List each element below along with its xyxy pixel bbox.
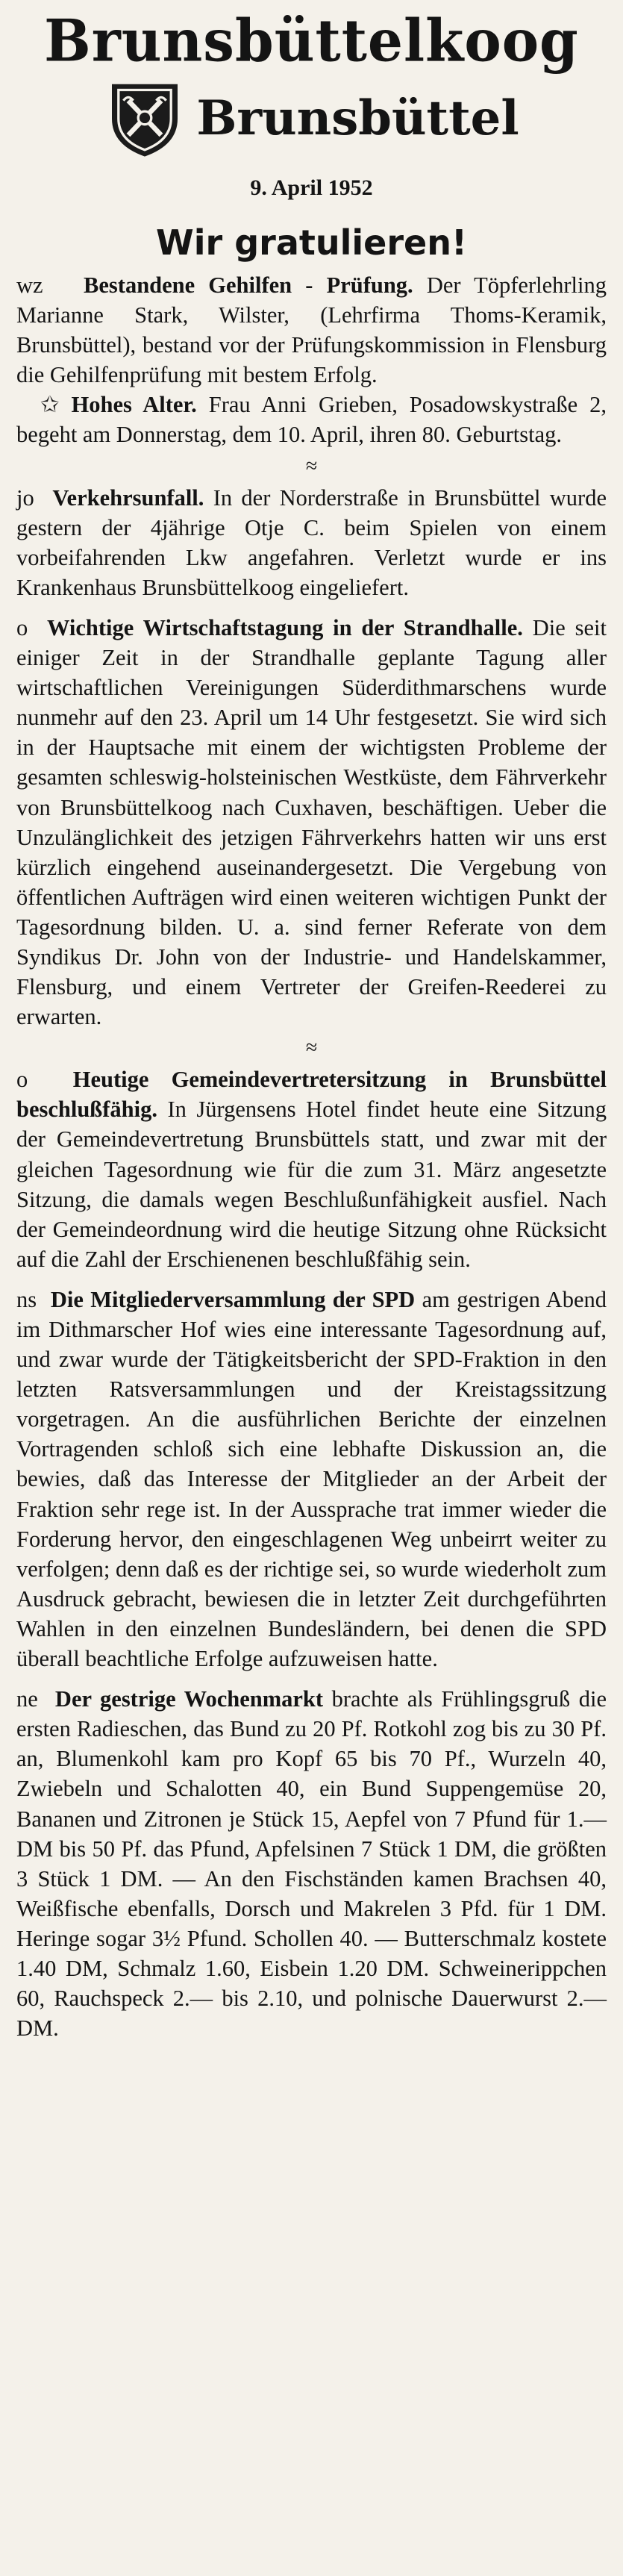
article-title: Die Mitgliederversammlung der SPD <box>50 1286 416 1312</box>
article-title: Der gestrige Wochenmarkt <box>54 1686 324 1712</box>
article-title: Wichtige Wirtschaftstagung in der Strandhalle. <box>46 614 523 640</box>
article-hohes-alter <box>16 390 607 449</box>
article-title: Hohes Alter. <box>71 392 197 418</box>
article-body: In der Norderstraße in Brunsbüttel wurde gestern der 4jährige Otje C. beim Spielen von einem vorbeifahrenden Lkw angefahren. Verletzt wurde er ins Krankenhaus Brunsbüttelkoog eingeliefert. <box>16 484 607 600</box>
article-spd-versammlung <box>16 1285 607 1674</box>
masthead <box>16 7 607 160</box>
article-body: In Jürgensens Hotel findet heute eine Sitzung der Gemeindevertretung Brunsbüttels statt, und zwar mit der gleichen Tagesordnung wie für die zum 31. März angesetzte Sitzung, die damals wegen Beschlußunfähigkeit ausfiel. Nach der Gemeindeordnung wird die heutige Sitzung ohne Rücksicht auf die Zahl der Erschienenen beschlußfähig sein. <box>16 1097 607 1272</box>
masthead-subtitle: Brunsbüttel <box>196 90 519 146</box>
article-title: Verkehrsunfall. <box>52 484 204 511</box>
separator: ≈ <box>305 1036 318 1060</box>
section-headline: Wir gratulieren! <box>156 222 467 263</box>
masthead-row <box>16 78 607 160</box>
coat-of-arms-icon <box>104 78 186 160</box>
article-title: Heutige Gemeindevertretersitzung in Brunsbüttel beschlußfähig. <box>16 1067 607 1123</box>
issue-date: 9. April 1952 <box>250 175 373 200</box>
article-wochenmarkt <box>16 1684 607 2043</box>
article-wirtschaftstagung <box>16 613 607 1032</box>
star-icon: ✩ <box>40 392 60 418</box>
article-prefix: o <box>16 1067 28 1093</box>
article-body: brachte als Frühlingsgruß die ersten Radieschen, das Bund zu 20 Pf. Rotkohl zog bis zu 30 Pf. an, Blumenkohl kam pro Kopf 65 bis 70 Pf., Wurzeln 40, Zwiebeln und Schalotten 40, ein Bund Suppengemüse 20, Bananen und Zitronen je Stück 15, Aepfel von 7 Pfund für 1.— DM bis 50 Pf. das Pfund, Apfelsinen 7 Stück 1 DM, die größten 3 Stück 1 DM. — An den Fischständen kamen Brachsen 40, Weißfische ebenfalls, Dorsch und Makrelen 3 Pfd. für 1 DM. Heringe sogar 3½ Pfund. Schollen 40. — Butterschmalz kostete 1.40 DM, Schmalz 1.60, Eisbein 1.20 DM. Schweinerippchen 60, Rauchspeck 2.— bis 2.10, und polnische Dauerwurst 2.— DM. <box>16 1686 607 2042</box>
article-gehilfenpruefung <box>16 270 607 390</box>
article-body: am gestrigen Abend im Dithmarscher Hof wies eine interessante Tagesordnung auf, und zwar wurde der Tätigkeitsbericht der SPD-Fraktion in den letzten Ratsversammlungen und der Kreistagssitzung vorgetragen. An die ausführlichen Berichte der einzelnen Vortragenden schloß sich eine lebhafte Diskussion an, die bewies, daß das Interesse der Mitglieder an der Arbeit der Fraktion sehr rege ist. In der Aussprache trat immer wieder die Forderung hervor, den eingeschlagenen Weg unbeirrt weiter zu verfolgen; denn daß es der richtige sei, so wurde wiederholt zum Ausdruck gebracht, bewiesen die in letzter Zeit durchgeführten Wahlen in den einzelnen Bundesländern, bei denen die SPD überall beachtliche Erfolge aufzuweisen hatte. <box>16 1286 607 1672</box>
article-title: Bestandene Gehilfen - Prüfung. <box>84 272 413 298</box>
article-prefix: jo <box>16 484 34 511</box>
article-body: Die seit einiger Zeit in der Strandhalle geplante Tagung aller wirtschaftlichen Vereinigungen Süderdithmarschens wurde nunmehr auf den 23. April um 14 Uhr festgesetzt. Sie wird sich in der Hauptsache mit einem der wichtigsten Probleme der gesamten schleswig-holsteinischen Westküste, dem Fährverkehr von Brunsbüttelkoog nach Cuxhaven, beschäftigen. Ueber die Unzulänglichkeit des jetzigen Fährverkehrs hatten wir uns erst kürzlich eingehend auseinandergesetzt. Die Vergebung von öffentlichen Aufträgen wird einen weiteren wichtigen Punkt der Tagesordnung bilden. U. a. sind ferner Referate von dem Syndikus Dr. John von der Industrie- und Handelskammer, Flensburg, und einem Vertreter der Greifen-Reederei zu erwarten. <box>16 614 607 1030</box>
article-prefix: ns <box>16 1286 37 1312</box>
article-prefix: ne <box>16 1686 38 1712</box>
separator: ≈ <box>305 454 318 478</box>
masthead-title: Brunsbüttelkoog <box>44 7 579 75</box>
article-prefix: wz <box>16 272 43 298</box>
article-verkehrsunfall <box>16 483 607 602</box>
article-body: Der Töpferlehrling Marianne Stark, Wilster, (Lehrfirma Thoms-Keramik, Brunsbüttel), bestand vor der Prüfungskommission in Flensburg die Gehilfenprüfung mit bestem Erfolg. <box>16 272 607 388</box>
article-gemeindevertretersitzung <box>16 1064 607 1274</box>
article-prefix: o <box>16 614 28 640</box>
article-body: Frau Anni Grieben, Posadowskystraße 2, begeht am Donnerstag, dem 10. April, ihren 80. Geburtstag. <box>16 392 607 448</box>
